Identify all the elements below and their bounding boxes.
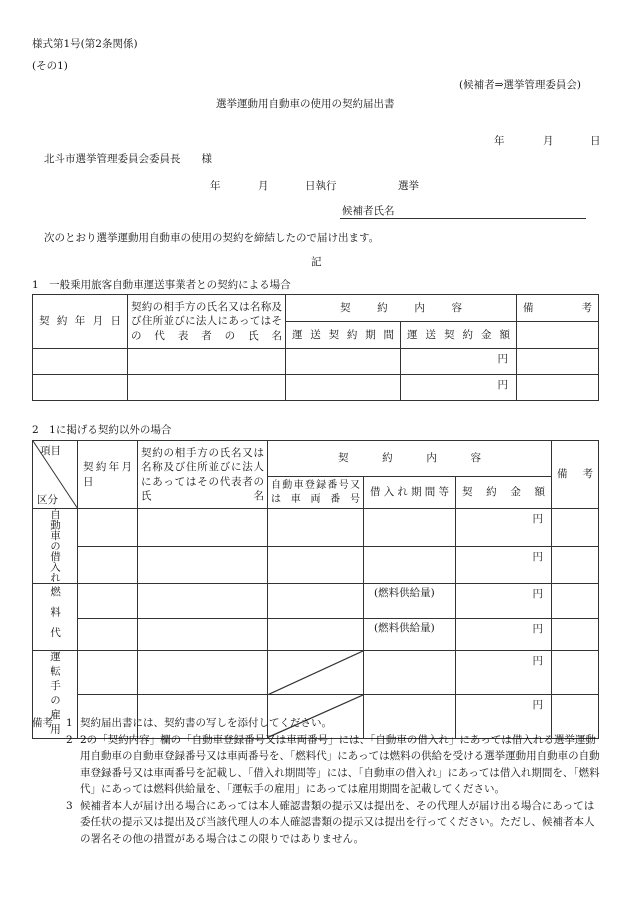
s2-cell[interactable]: [78, 547, 138, 583]
s2-regno-struck-cell: [268, 650, 364, 695]
s2-row-fuel-label: 燃料代: [33, 583, 78, 650]
s2-cell[interactable]: [364, 650, 456, 695]
document-title: 選挙運動用自動車の使用の契約届出書: [216, 98, 395, 110]
note-number: 3: [66, 799, 73, 812]
s2-col-period: 借入れ期間等: [364, 477, 456, 509]
s1-col-amount: 運送契約金額: [401, 322, 517, 349]
note-item: [32, 715, 604, 732]
s2-cell[interactable]: [78, 618, 138, 650]
section2-heading: 2 1に掲げる契約以外の場合: [32, 424, 172, 436]
s2-cell[interactable]: [138, 547, 268, 583]
s2-amount-cell[interactable]: 円: [456, 695, 552, 738]
s2-cell[interactable]: [268, 547, 364, 583]
s2-fuel-supply-cell[interactable]: (燃料供給量): [364, 618, 456, 650]
s2-cell[interactable]: [268, 583, 364, 618]
s1-cell[interactable]: [517, 349, 599, 375]
note-text: 候補者本人が届け出る場合にあっては本人確認書類の提示又は提出を、その代理人が届け出る場合にあっては委任状の提示又は提出及び当該代理人の本人確認書類の提示又は提出を行ってください。ただし、候補者本人の署名その他の措置がある場合はこの限りではありません。: [80, 799, 595, 845]
notes-label: 備考: [32, 717, 53, 729]
s2-col-content: 契約内容: [268, 441, 552, 477]
s1-cell[interactable]: [128, 349, 286, 375]
s1-cell[interactable]: [33, 349, 128, 375]
s1-col-content: 契約内容: [286, 295, 517, 322]
statement: 次のとおり選挙運動用自動車の使用の契約を締結したので届け出ます。: [44, 232, 380, 244]
s2-cell[interactable]: [138, 650, 268, 695]
notes: [32, 715, 604, 847]
exec-day-label: 日執行: [305, 180, 337, 192]
s1-col-period: 運送契約期間: [286, 322, 401, 349]
section1-table: [32, 294, 599, 401]
s1-cell[interactable]: [517, 375, 599, 401]
s2-item-label: 項目: [40, 445, 61, 457]
s2-col-amount: 契約金額: [456, 477, 552, 509]
s2-amount-cell[interactable]: 円: [456, 650, 552, 695]
candidate-name-line: [340, 218, 586, 219]
note-item: [32, 732, 604, 798]
s2-item-kubun-header: [33, 441, 78, 509]
note-number: 2: [66, 733, 73, 746]
date-day-label: 日: [590, 135, 601, 147]
date-year-label: 年: [494, 135, 505, 147]
form-part: (その1): [32, 60, 68, 72]
submission-direction: (候補者⇒選挙管理委員会): [459, 79, 581, 91]
addressee: 北斗市選挙管理委員会委員長 様: [44, 153, 212, 165]
s2-col-remarks: 備考: [552, 441, 599, 509]
s2-col-date: 契約年月日: [78, 441, 138, 509]
s1-col-remarks: 備考: [517, 295, 599, 322]
s2-row-driver-label: 運転手の雇用: [33, 650, 78, 738]
candidate-name-label: 候補者氏名: [342, 205, 395, 217]
s2-cell[interactable]: [138, 583, 268, 618]
s2-amount-cell[interactable]: 円: [456, 583, 552, 618]
s2-cell[interactable]: [364, 509, 456, 547]
s2-cell[interactable]: [552, 618, 599, 650]
s2-col-regno: 自動車登録番号又は車両番号: [268, 477, 364, 509]
s1-amount-cell[interactable]: 円: [401, 375, 517, 401]
s2-cell[interactable]: [138, 618, 268, 650]
s1-cell[interactable]: [286, 349, 401, 375]
strike-line: [268, 651, 363, 695]
s2-kubun-label: 区分: [37, 494, 58, 506]
s2-cell[interactable]: [552, 509, 599, 547]
s2-row-car-label: 自動車の借入れ: [33, 509, 78, 584]
s2-cell[interactable]: [552, 547, 599, 583]
s2-amount-cell[interactable]: 円: [456, 618, 552, 650]
note-text: 契約届出書には、契約書の写しを添付してください。: [80, 717, 332, 729]
s2-cell[interactable]: [552, 650, 599, 695]
s1-col-party: 契約の相手方の氏名又は名称及び住所並びに法人にあってはその代表者の氏名: [128, 295, 286, 349]
note-number: 1: [66, 717, 73, 729]
s1-amount-cell[interactable]: 円: [401, 349, 517, 375]
s1-cell[interactable]: [286, 375, 401, 401]
s2-cell[interactable]: [138, 509, 268, 547]
election-label: 選挙: [398, 180, 419, 192]
s1-cell[interactable]: [33, 375, 128, 401]
s1-col-date: 契約年月日: [33, 295, 128, 349]
s2-cell[interactable]: [552, 583, 599, 618]
section1-heading: 1 一般乗用旅客自動車運送事業者との契約による場合: [32, 279, 291, 291]
s2-col-party: 契約の相手方の氏名又は名称及び住所並びに法人にあってはその代表者の氏名: [138, 441, 268, 509]
s2-cell[interactable]: [268, 618, 364, 650]
date-month-label: 月: [543, 135, 554, 147]
note-text: 2の「契約内容」欄の「自動車登録番号又は車両番号」には、「自動車の借入れ」にあっては借入れる選挙運動用自動車の自動車登録番号又は車両番号を、「燃料代」にあっては燃料の供給を受ける選挙運動用自動車の自動車登録番号又は車両番号を記載し、「借入れ期間等」には、「自動車の借入れ」にあっては借入れ期間を、「燃料代」にあっては燃料供給量を、「運転手の雇用」にあっては雇用期間を記載してください。: [80, 733, 600, 795]
s2-cell[interactable]: [78, 509, 138, 547]
ki-label: 記: [311, 256, 322, 268]
note-item: [32, 798, 604, 848]
s2-amount-cell[interactable]: 円: [456, 509, 552, 547]
s2-cell[interactable]: [268, 509, 364, 547]
s2-amount-cell[interactable]: 円: [456, 547, 552, 583]
exec-month-label: 月: [258, 180, 269, 192]
section2-table: [32, 440, 599, 739]
s1-cell[interactable]: [128, 375, 286, 401]
s2-fuel-supply-cell[interactable]: (燃料供給量): [364, 583, 456, 618]
s2-cell[interactable]: [78, 583, 138, 618]
s1-remarks-sub: [517, 322, 599, 349]
form-number: 様式第1号(第2条関係): [32, 38, 138, 50]
exec-year-label: 年: [210, 180, 221, 192]
s2-cell[interactable]: [364, 547, 456, 583]
s2-cell[interactable]: [78, 650, 138, 695]
